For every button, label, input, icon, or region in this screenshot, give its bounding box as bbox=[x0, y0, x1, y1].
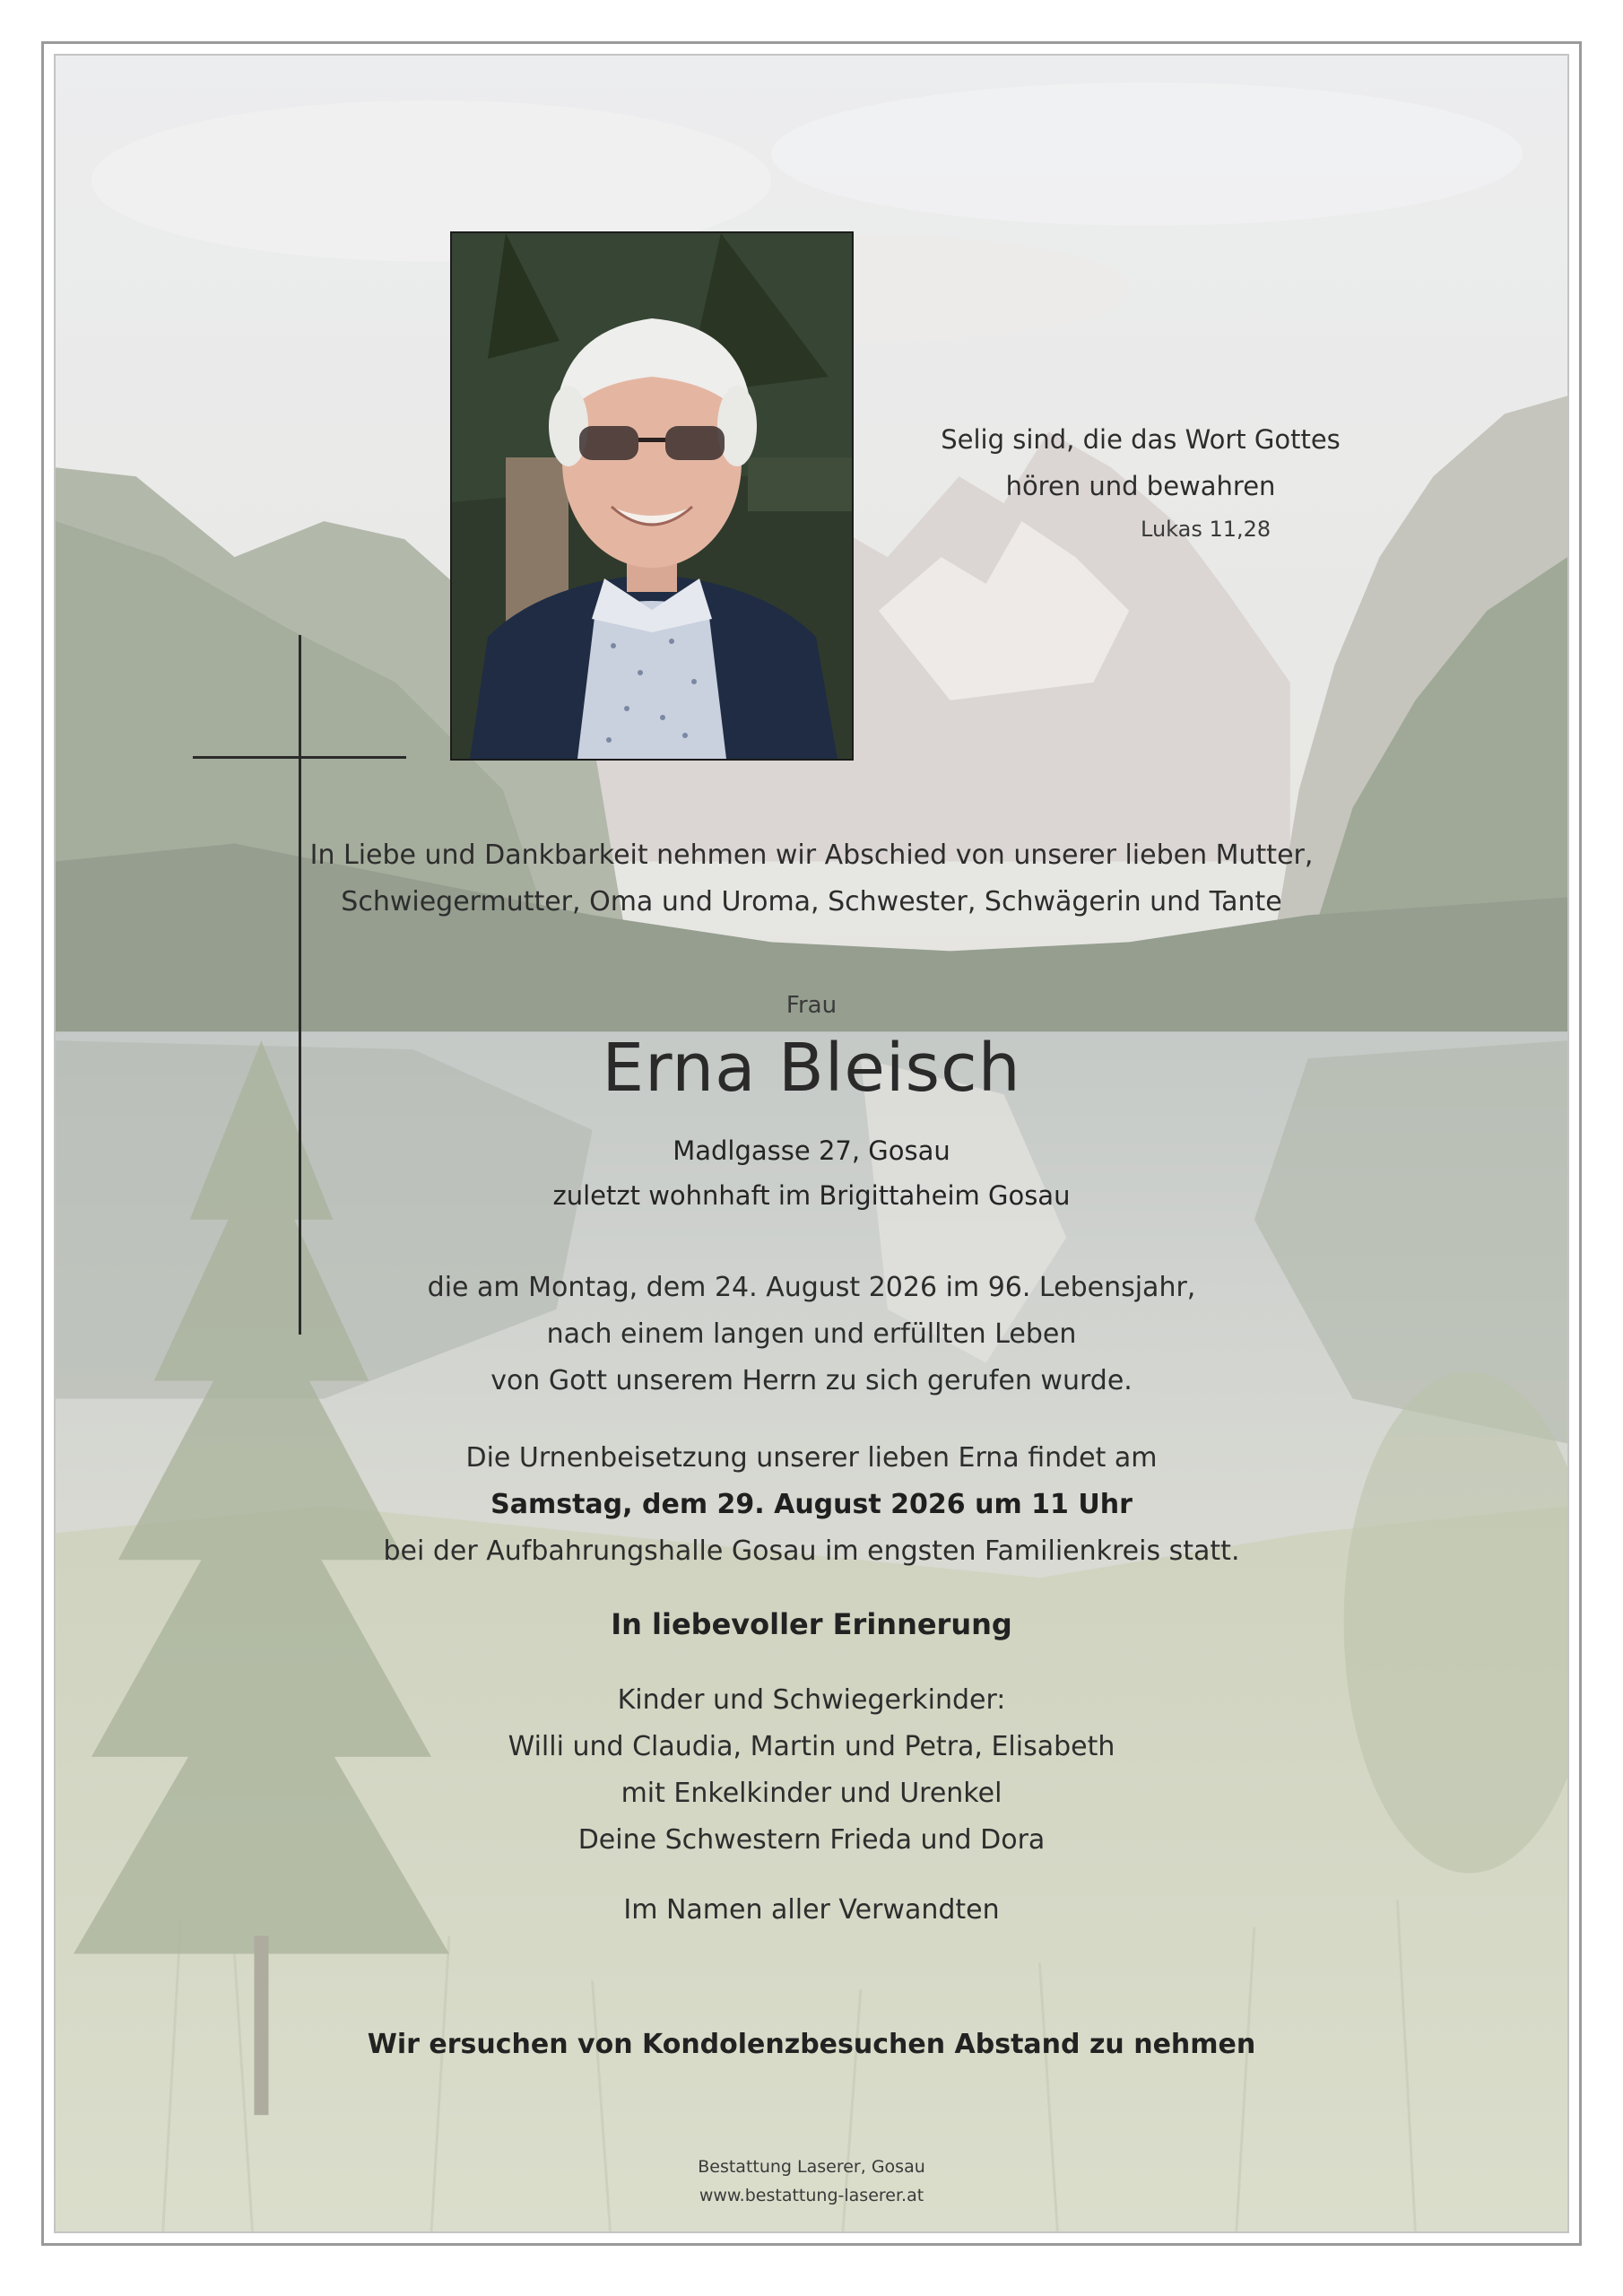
death-line-1: die am Montag, dem 24. August 2026 im 96. Lebensjahr, bbox=[427, 1272, 1196, 1303]
verse-line-1: Selig sind, die das Wort Gottes bbox=[941, 424, 1341, 455]
bible-verse bbox=[916, 416, 1365, 509]
death-line-3: von Gott unserem Herrn zu sich gerufen wurde. bbox=[490, 1365, 1133, 1396]
family-line-4: Deine Schwestern Frieda und Dora bbox=[577, 1824, 1046, 1856]
death-notice bbox=[56, 1265, 1567, 1405]
content-layer bbox=[56, 56, 1567, 2231]
condolence-notice: Wir ersuchen von Kondolenzbesuchen Abstand zu nehmen bbox=[367, 2029, 1256, 2060]
last-residence: zuletzt wohnhaft im Brigittaheim Gosau bbox=[552, 1180, 1071, 1211]
address: Madlgasse 27, Gosau bbox=[673, 1135, 950, 1166]
funeral-notice bbox=[56, 1435, 1567, 1575]
funeral-date: Samstag, dem 29. August 2026 um 11 Uhr bbox=[490, 1489, 1133, 1520]
intro-line-1: In Liebe und Dankbarkeit nehmen wir Abschied von unserer lieben Mutter, bbox=[309, 839, 1314, 871]
family-line-3: mit Enkelkinder und Urenkel bbox=[621, 1778, 1002, 1809]
parte-card bbox=[54, 54, 1569, 2233]
cross-vertical-bar bbox=[299, 635, 301, 1335]
verse-reference: Lukas 11,28 bbox=[1141, 517, 1271, 542]
cross-horizontal-bar bbox=[193, 756, 406, 759]
undertaker-info bbox=[56, 2152, 1567, 2210]
family-line-2: Willi und Claudia, Martin und Petra, Elisabeth bbox=[508, 1731, 1115, 1762]
address-block bbox=[56, 1128, 1567, 1218]
intro-line-2: Schwiegermutter, Oma und Uroma, Schwester, Schwägerin und Tante bbox=[341, 886, 1282, 918]
deceased-name: Erna Bleisch bbox=[602, 1030, 1021, 1107]
portrait-photo bbox=[450, 231, 854, 761]
relatives-line: Im Namen aller Verwandten bbox=[623, 1894, 1000, 1926]
family-list bbox=[56, 1677, 1567, 1864]
death-line-2: nach einem langen und erfüllten Leben bbox=[546, 1318, 1077, 1350]
intro-text bbox=[56, 832, 1567, 926]
undertaker-name: Bestattung Laserer, Gosau bbox=[698, 2157, 925, 2177]
funeral-line-1: Die Urnenbeisetzung unserer lieben Erna findet am bbox=[465, 1442, 1158, 1474]
undertaker-website[interactable]: www.bestattung-laserer.at bbox=[699, 2186, 924, 2205]
honorific: Frau bbox=[785, 992, 838, 1019]
memory-heading: In liebevoller Erinnerung bbox=[611, 1607, 1012, 1641]
family-line-1: Kinder und Schwiegerkinder: bbox=[617, 1684, 1006, 1716]
funeral-line-3: bei der Aufbahrungshalle Gosau im engsten Familienkreis statt. bbox=[383, 1535, 1240, 1567]
verse-line-2: hören und bewahren bbox=[1005, 471, 1276, 501]
